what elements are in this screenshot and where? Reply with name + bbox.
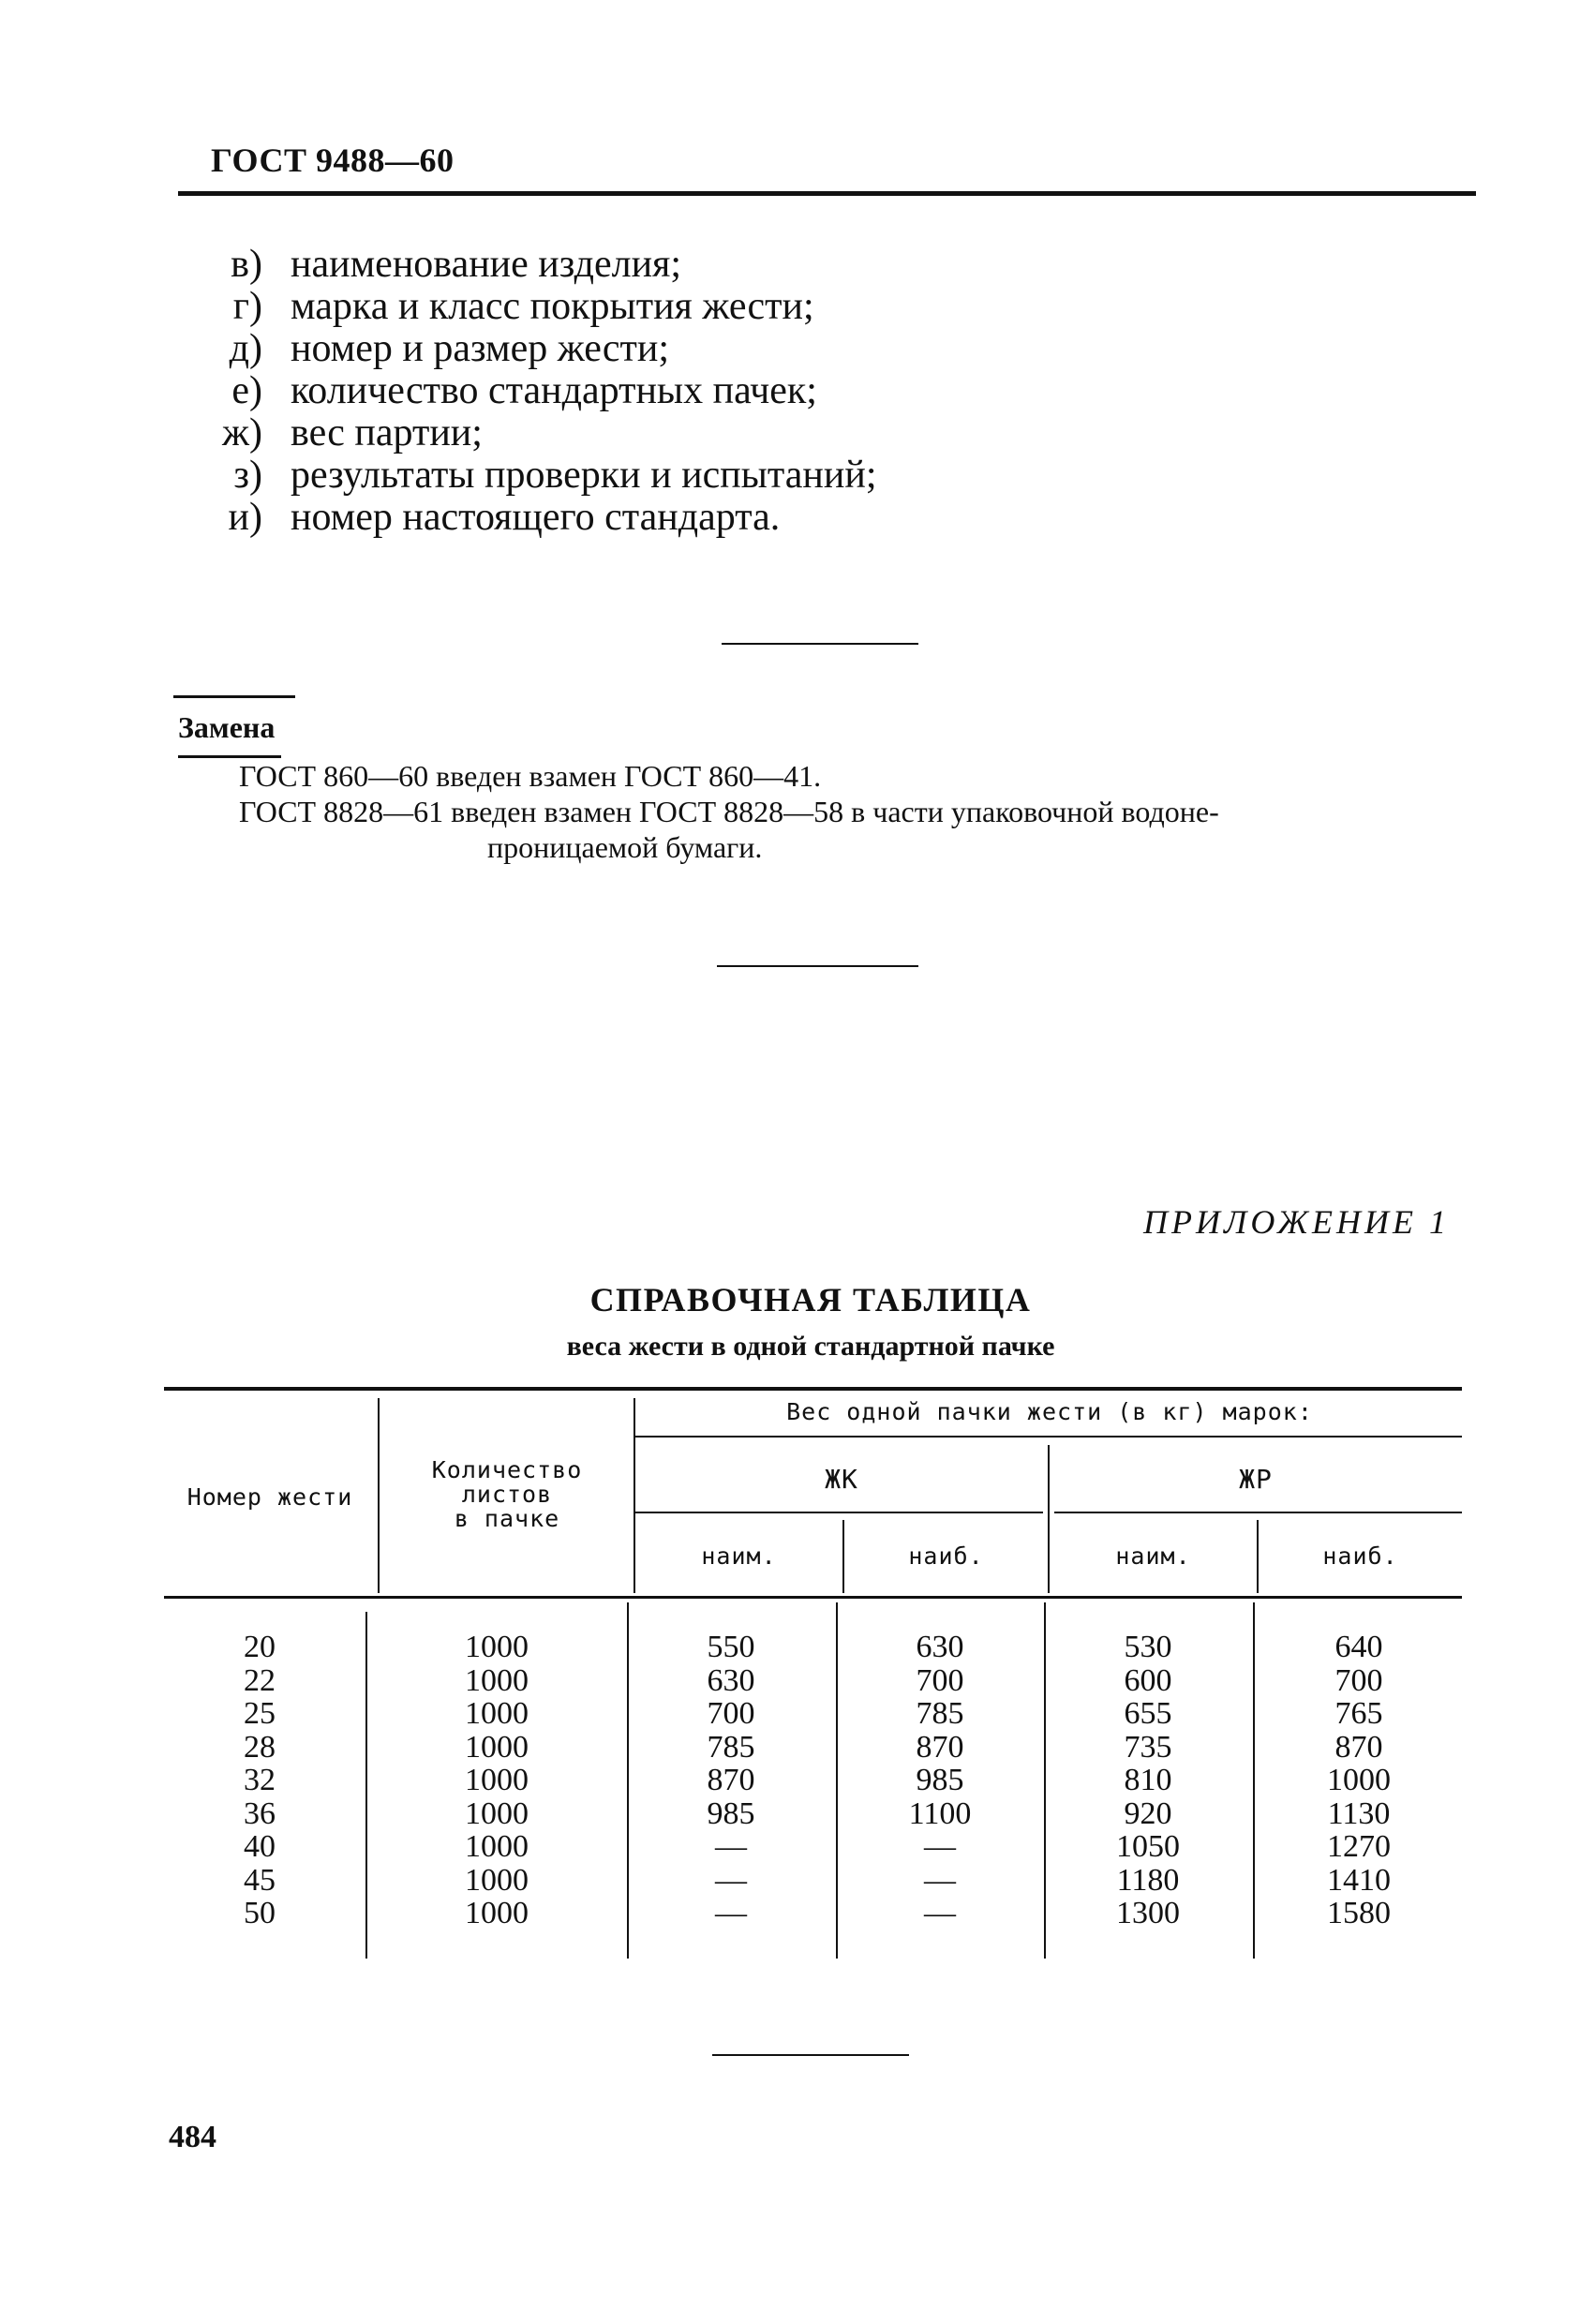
table-title: СПРАВОЧНАЯ ТАБЛИЦА xyxy=(589,1281,1032,1318)
table-cell: 630 xyxy=(707,1662,755,1698)
table-cell: 630 xyxy=(916,1630,964,1664)
table-cell: 810 xyxy=(1124,1763,1172,1797)
replacement-rule-top xyxy=(173,695,295,698)
replacement-line: ГОСТ 8828—61 введен взамен ГОСТ 8828—58 в части упаковочной водоне- xyxy=(239,795,1219,828)
section-divider xyxy=(712,2054,909,2056)
table-cell: — xyxy=(715,1896,747,1930)
table-cell: 785 xyxy=(707,1729,755,1765)
table-cell: 45 xyxy=(244,1862,276,1898)
table-top-rule xyxy=(164,1387,1462,1391)
list-marker: д) xyxy=(229,327,262,370)
section-divider xyxy=(722,643,918,645)
table-cell: 1270 xyxy=(1327,1829,1391,1864)
table-cell: 1130 xyxy=(1327,1795,1391,1831)
header-max-zhr: наиб. xyxy=(1322,1542,1398,1570)
table-cell: 920 xyxy=(1124,1795,1172,1831)
list-marker: г) xyxy=(232,285,262,328)
table-cell: 22 xyxy=(244,1662,276,1698)
table-cell: — xyxy=(924,1829,956,1864)
table-cell: 1000 xyxy=(465,1763,529,1797)
table-cell: 28 xyxy=(244,1729,276,1765)
list-marker: в) xyxy=(231,243,262,286)
table-cell: 765 xyxy=(1334,1696,1383,1731)
header-min-zhk: наим. xyxy=(701,1542,777,1570)
list-marker: ж) xyxy=(221,411,262,454)
table-cell: 25 xyxy=(244,1696,276,1731)
body-col-rule xyxy=(1253,1602,1255,1959)
table-cell: — xyxy=(715,1829,747,1864)
rule-weight-group xyxy=(635,1436,1462,1438)
table-cell: 550 xyxy=(707,1630,755,1664)
table-cell: 785 xyxy=(916,1696,964,1731)
body-col-rule xyxy=(627,1602,629,1959)
list-text: результаты проверки и испытаний; xyxy=(291,454,877,497)
body-col-rule xyxy=(1044,1602,1046,1959)
table-cell: 1000 xyxy=(1327,1763,1391,1797)
header-count-line3: в пачке xyxy=(454,1505,560,1532)
list-marker: е) xyxy=(231,369,262,412)
table-cell: 870 xyxy=(1334,1729,1383,1765)
table-cell: — xyxy=(715,1862,747,1898)
table-cell: 735 xyxy=(1124,1729,1172,1765)
table-header-rule xyxy=(164,1596,1462,1599)
table-cell: 1000 xyxy=(465,1729,529,1765)
table-cell: 640 xyxy=(1334,1630,1383,1664)
table-cell: 36 xyxy=(244,1795,276,1831)
body-col-rule xyxy=(836,1602,838,1959)
list-text: количество стандартных пачек; xyxy=(291,369,817,412)
replacement-rule-bottom xyxy=(178,755,281,758)
list-text: вес партии; xyxy=(291,411,483,454)
table-cell: 20 xyxy=(244,1630,276,1664)
table-cell: 1000 xyxy=(465,1795,529,1831)
rule-zhk-group xyxy=(635,1512,1043,1513)
header-max-zhk: наиб. xyxy=(908,1542,984,1570)
table-cell: 1580 xyxy=(1327,1896,1391,1930)
page-number: 484 xyxy=(169,2120,216,2154)
body-col-rule xyxy=(365,1612,367,1959)
table-cell: 985 xyxy=(707,1795,755,1831)
header-grade-zhr: ЖР xyxy=(1239,1464,1273,1495)
table-cell: 1000 xyxy=(465,1862,529,1898)
table-cell: 700 xyxy=(916,1662,964,1698)
table-cell: 1000 xyxy=(465,1896,529,1930)
table-cell: 1180 xyxy=(1116,1862,1180,1898)
header-number: Номер жести xyxy=(186,1483,353,1511)
replacement-line: проницаемой бумаги. xyxy=(487,830,763,864)
list-text: марка и класс покрытия жести; xyxy=(291,285,814,328)
replacement-line: ГОСТ 860—60 введен взамен ГОСТ 860—41. xyxy=(239,759,822,793)
rule-zhr-group xyxy=(1054,1512,1462,1513)
header-count-line2: листов xyxy=(461,1481,553,1508)
table-cell: 1000 xyxy=(465,1696,529,1731)
table-cell: — xyxy=(924,1862,956,1898)
table-cell: 1100 xyxy=(908,1795,972,1831)
replacement-label: Замена xyxy=(178,710,276,744)
table-cell: 1000 xyxy=(465,1630,529,1664)
header-col-rule xyxy=(378,1398,380,1593)
appendix-label: ПРИЛОЖЕНИЕ 1 xyxy=(1143,1203,1450,1241)
table-cell: — xyxy=(924,1896,956,1930)
table-cell: 870 xyxy=(707,1763,755,1797)
table-cell: 32 xyxy=(244,1763,276,1797)
list-text: наименование изделия; xyxy=(291,243,682,286)
table-cell: 700 xyxy=(1334,1662,1383,1698)
table-cell: 600 xyxy=(1124,1662,1172,1698)
table-cell: 870 xyxy=(916,1729,964,1765)
table-cell: 1300 xyxy=(1116,1896,1180,1930)
page-header-title: ГОСТ 9488—60 xyxy=(211,142,455,179)
table-cell: 1050 xyxy=(1116,1829,1180,1864)
table-cell: 700 xyxy=(707,1696,755,1731)
header-grade-zhk: ЖК xyxy=(825,1464,858,1495)
list-text: номер и размер жести; xyxy=(291,327,670,370)
table-subtitle: веса жести в одной стандартной пачке xyxy=(566,1331,1055,1362)
table-cell: 530 xyxy=(1124,1630,1172,1664)
table-cell: 1000 xyxy=(465,1829,529,1864)
header-min-zhr: наим. xyxy=(1115,1542,1191,1570)
section-divider xyxy=(717,965,918,967)
table-cell: 40 xyxy=(244,1829,276,1864)
list-text: номер настоящего стандарта. xyxy=(291,496,781,539)
header-rule xyxy=(178,191,1476,196)
table-cell: 985 xyxy=(916,1763,964,1797)
table-cell: 655 xyxy=(1124,1696,1172,1731)
list-marker: з) xyxy=(233,454,262,497)
table-cell: 50 xyxy=(244,1896,276,1930)
table-cell: 1000 xyxy=(465,1662,529,1698)
header-count-line1: Количество xyxy=(431,1456,583,1483)
header-weight-group: Вес одной пачки жести (в кг) марок: xyxy=(786,1398,1313,1425)
list-marker: и) xyxy=(228,496,262,539)
table-cell: 1410 xyxy=(1327,1862,1391,1898)
